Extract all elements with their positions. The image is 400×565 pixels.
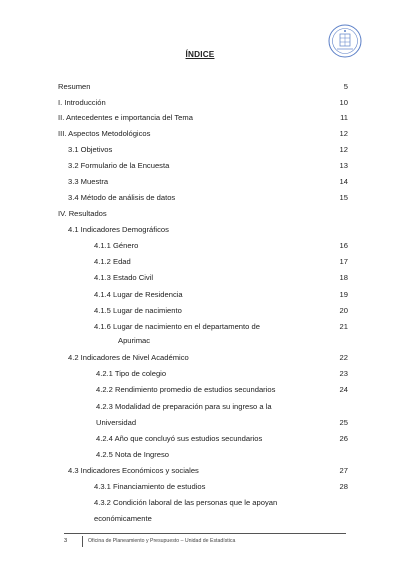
- toc-entry-label: Apurimac: [118, 336, 151, 345]
- toc-entry: [58, 272, 348, 284]
- toc-entry-page: 28: [339, 482, 348, 491]
- toc-entry: [58, 335, 348, 347]
- toc-entry-page: 21: [339, 322, 348, 331]
- toc-entry-page: 23: [339, 369, 348, 378]
- toc-entry: [58, 513, 348, 525]
- toc-entry-label: II. Antecedentes e importancia del Tema: [58, 113, 193, 122]
- toc-entry-label: 4.1.5 Lugar de nacimiento: [94, 306, 182, 315]
- toc-entry-page: 25: [339, 418, 348, 427]
- toc-entry-page: 22: [339, 353, 348, 362]
- toc-entry-page: 20: [339, 306, 348, 315]
- footer-separator: [82, 536, 83, 547]
- toc-entry-label: Resumen: [58, 82, 91, 91]
- toc-entry: [58, 289, 348, 301]
- footer-text: Oficina de Planeamiento y Presupuesto – Unidad de Estadística: [88, 538, 236, 544]
- toc-entry-page: 16: [339, 241, 348, 250]
- toc-entry-label: 4.2.5 Nota de Ingreso: [96, 450, 170, 459]
- toc-entry: [58, 192, 348, 204]
- toc-entry: [58, 497, 348, 509]
- toc-entry: [58, 256, 348, 268]
- toc-entry-label: 4.1.2 Edad: [94, 257, 131, 266]
- toc-entry: [58, 384, 348, 396]
- toc-entry: [58, 208, 348, 220]
- toc-entry-label: económicamente: [94, 514, 152, 523]
- toc-entry: [58, 97, 348, 109]
- toc-entry-page: 10: [339, 98, 348, 107]
- footer-page-number: 3: [64, 538, 68, 544]
- toc-entry-label: 4.1.6 Lugar de nacimiento en el departamento de: [94, 322, 260, 331]
- toc-entry: [58, 224, 348, 236]
- toc-entry: [58, 481, 348, 493]
- toc-entry: [58, 176, 348, 188]
- toc-entry: [58, 321, 348, 333]
- toc-entry-label: Universidad: [96, 418, 137, 427]
- toc-entry-page: 26: [339, 434, 348, 443]
- toc-entry: [58, 305, 348, 317]
- toc-entry-label: 4.1.1 Género: [94, 241, 139, 250]
- toc-entry-label: 4.3 Indicadores Económicos y sociales: [68, 466, 199, 475]
- toc-entry-page: 14: [339, 177, 348, 186]
- footer-divider: [64, 533, 346, 534]
- toc-entry-page: 19: [339, 290, 348, 299]
- toc-entry: [58, 417, 348, 429]
- toc-entry-label: 4.2.1 Tipo de colegio: [96, 369, 167, 378]
- toc-entry-label: 3.1 Objetivos: [68, 145, 113, 154]
- toc-entry-label: 3.4 Método de análisis de datos: [68, 193, 176, 202]
- toc-entry-label: 3.2 Formulario de la Encuesta: [68, 161, 170, 170]
- toc-entry: [58, 368, 348, 380]
- toc-entry: [58, 449, 348, 461]
- toc-entry-label: 4.2 Indicadores de Nivel Académico: [68, 353, 189, 362]
- toc-entry: [58, 128, 348, 140]
- toc-entry-page: 12: [339, 145, 348, 154]
- toc-entry: [58, 352, 348, 364]
- toc-entry-label: 4.2.2 Rendimiento promedio de estudios secundarios: [96, 385, 276, 394]
- toc-entry-label: 4.1.4 Lugar de Residencia: [94, 290, 183, 299]
- toc-entry: [58, 433, 348, 445]
- toc-entry-page: 18: [339, 273, 348, 282]
- toc-entry: [58, 240, 348, 252]
- toc-entry-page: 24: [339, 385, 348, 394]
- toc-entry-page: 5: [343, 82, 348, 91]
- toc-entry-label: 4.1.3 Estado Civil: [94, 273, 154, 282]
- toc-entry-label: 4.3.2 Condición laboral de las personas que le apoyan: [94, 498, 278, 507]
- toc-entry-label: 3.3 Muestra: [68, 177, 109, 186]
- toc-entry: [58, 112, 348, 124]
- toc-entry-page: 15: [339, 193, 348, 202]
- toc-entry-page: 13: [339, 161, 348, 170]
- toc-entry-label: IV. Resultados: [58, 209, 107, 218]
- toc-entry: [58, 465, 348, 477]
- toc-entry-label: 4.3.1 Financiamiento de estudios: [94, 482, 206, 491]
- toc-entry: [58, 401, 348, 413]
- toc-entry-page: 11: [340, 113, 348, 122]
- toc-entry-label: III. Aspectos Metodológicos: [58, 129, 151, 138]
- toc-entry-label: I. Introducción: [58, 98, 106, 107]
- toc-entry-label: 4.1 Indicadores Demográficos: [68, 225, 169, 234]
- toc-entry-label: 4.2.4 Año que concluyó sus estudios secundarios: [96, 434, 263, 443]
- toc-entry-label: 4.2.3 Modalidad de preparación para su ingreso a la: [96, 402, 272, 411]
- page-title: ÍNDICE: [185, 50, 215, 59]
- toc-entry: [58, 160, 348, 172]
- toc-entry: [58, 81, 348, 93]
- toc-entry-page: 27: [339, 466, 348, 475]
- toc-entry: [58, 144, 348, 156]
- toc-entry-page: 12: [339, 129, 348, 138]
- toc-entry-page: 17: [339, 257, 348, 266]
